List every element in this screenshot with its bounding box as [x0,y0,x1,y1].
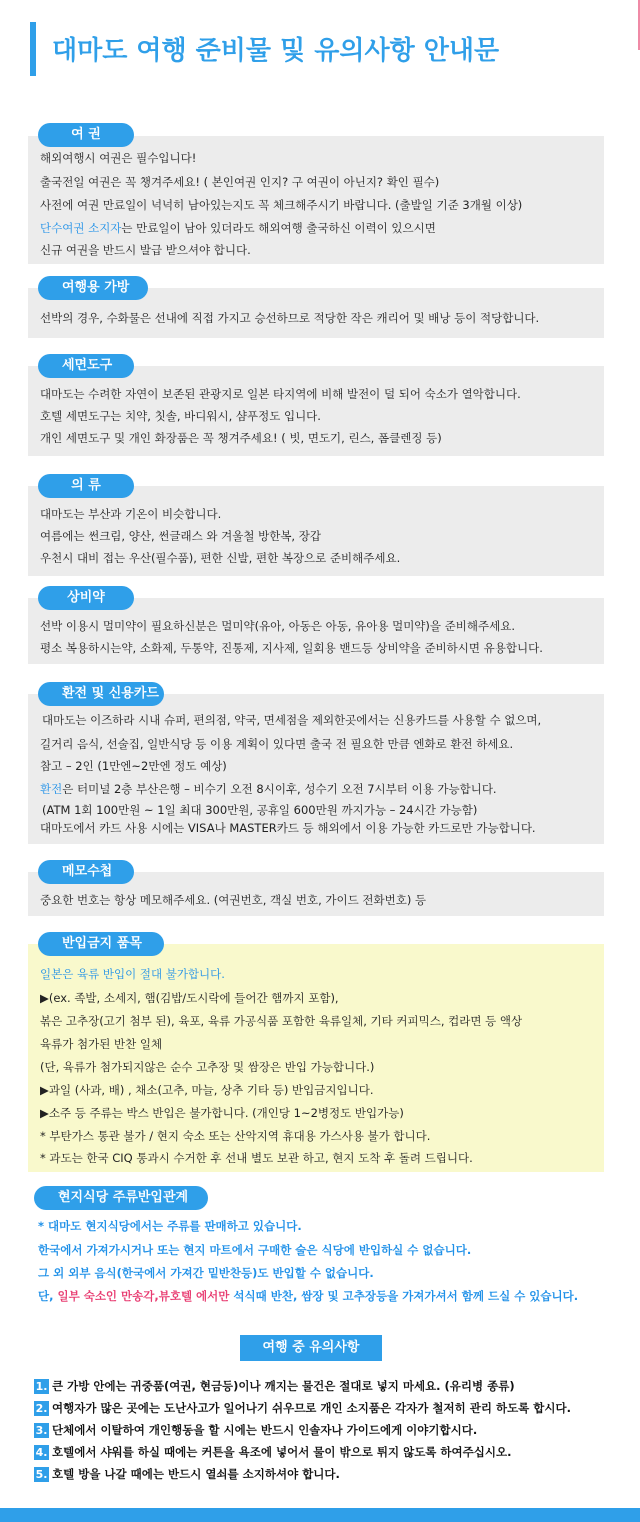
section-label-passport: 여 권 [38,123,134,147]
section-label-alcohol: 현지식당 주류반입관계 [34,1186,208,1210]
section-label-memo: 메모수첩 [38,860,134,884]
exchange-line-5: (ATM 1회 100만원 ~ 1일 최대 300만원, 공휴일 600만원 까지가능 – 24시간 가능함) [42,803,478,817]
caution-item-2 [34,1400,571,1416]
exchange-highlight: 환전 [40,782,63,796]
toiletries-line-2: 호텔 세면도구는 치약, 칫솔, 바디워시, 샴푸정도 입니다. [40,409,321,423]
section-label-medicine: 상비약 [38,586,134,610]
section-toiletries [28,366,604,456]
prohibited-line-3: 육류가 첨가된 반찬 일체 [40,1037,163,1051]
page-title: 대마도 여행 준비물 및 유의사항 안내문 [52,36,500,66]
alcohol-line-1: * 대마도 현지식당에서는 주류를 판매하고 있습니다. [38,1219,302,1233]
exchange-line-4 [40,781,497,797]
passport-line-1: 해외여행시 여권은 필수입니다! [40,151,197,165]
alcohol-line-3: 그 외 외부 음식(한국에서 가져간 밑반찬등)도 반입할 수 없습니다. [38,1266,374,1280]
section-passport [28,136,604,264]
exchange-line-1: 대마도는 이즈하라 시내 슈퍼, 편의점, 약국, 면세점을 제외한곳에서는 신용카드를 사용할 수 없으며, [42,713,542,727]
caution-text-1: 큰 가방 안에는 귀중품(여권, 현금등)이나 깨지는 물건은 절대로 넣지 마세요. (유리병 종류) [52,1379,515,1393]
medicine-line-2: 평소 복용하시는약, 소화제, 두통약, 진통제, 지사제, 일회용 밴드등 상비약을 준비하시면 유용합니다. [40,641,543,655]
caution-text-4: 호텔에서 샤워를 하실 때에는 커튼을 욕조에 넣어서 물이 밖으로 튀지 않도록 하여주십시오. [52,1445,512,1459]
medicine-line-1: 선박 이용시 멀미약이 필요하신분은 멀미약(유아, 아동은 아동, 유아용 멀미약)을 준비해주세요. [40,619,515,633]
prohibited-highlight: 일본은 육류 반입이 절대 불가합니다. [40,967,225,981]
alcohol-line-4-prefix: 단, [38,1289,58,1303]
prohibited-line-8: * 과도는 한국 CIQ 통과시 수거한 후 선내 별도 보관 하고, 현지 도착 후 돌려 드립니다. [40,1151,473,1165]
toiletries-line-1: 대마도는 수려한 자연이 보존된 관광지로 일본 타지역에 비해 발전이 덜 되어 숙소가 열악합니다. [40,387,521,401]
prohibited-line-4: (단, 육류가 첨가되지않은 순수 고추장 및 쌈장은 반입 가능합니다.) [40,1060,375,1074]
section-clothing [28,486,604,576]
section-label-bag: 여행용 가방 [38,276,148,300]
prohibited-line-5: ▶과일 (사과, 배) , 채소(고추, 마늘, 상추 기타 등) 반입금지입니다. [40,1083,374,1097]
caution-number-5: 5. [35,1468,48,1481]
memo-line-1: 중요한 번호는 항상 메모해주세요. (여권번호, 객실 번호, 가이드 전화번호) 등 [40,893,427,907]
prohibited-line-6: ▶소주 등 주류는 박스 반입은 불가합니다. (개인당 1~2병정도 반입가능) [40,1106,404,1120]
passport-line-4-rest: 는 만료일이 남아 있더라도 해외여행 출국하신 이력이 있으시면 [121,221,436,235]
title-accent-bar [30,22,36,76]
alcohol-hotel-highlight: 일부 숙소인 만송각,뷰호텔 에서만 [57,1289,230,1303]
caution-number-2: 2. [35,1402,48,1415]
clothing-line-2: 여름에는 썬크림, 양산, 썬글래스 와 겨울철 방한복, 장갑 [40,529,321,543]
caution-number-4: 4. [35,1446,48,1459]
prohibited-line-1: ▶(ex. 족발, 소세지, 햄(김밥/도시락에 들어간 햄까지 포함), [40,991,339,1005]
alcohol-line-4 [38,1288,578,1304]
caution-text-2: 여행자가 많은 곳에는 도난사고가 일어나기 쉬우므로 개인 소지품은 각자가 철저히 관리 하도록 합시다. [52,1401,571,1415]
passport-line-2: 출국전일 여권은 꼭 챙겨주세요! ( 본인여권 인지? 구 여권이 아닌지? 확인 필수) [40,175,440,189]
caution-number-3: 3. [35,1424,48,1437]
caution-item-1 [34,1378,515,1394]
alcohol-line-2: 한국에서 가져가시거나 또는 현지 마트에서 구매한 술은 식당에 반입하실 수 없습니다. [38,1243,472,1257]
toiletries-line-3: 개인 세면도구 및 개인 화장품은 꼭 챙겨주세요! ( 빗, 면도기, 린스, 폼클렌징 등) [40,431,442,445]
caution-item-5 [34,1466,340,1482]
cautions-heading: 여행 중 유의사항 [240,1335,382,1361]
alcohol-line-4-suffix: 석식때 반찬, 쌈장 및 고추장등을 가져가셔서 함께 드실 수 있습니다. [229,1289,579,1303]
exchange-line-2: 길거리 음식, 선술집, 일반식당 등 이용 계획이 있다면 출국 전 필요한 만큼 엔화로 환전 하세요. [40,737,514,751]
clothing-line-1: 대마도는 부산과 기온이 비슷합니다. [40,507,222,521]
passport-line-4 [40,220,436,236]
exchange-line-6: 대마도에서 카드 사용 시에는 VISA나 MASTER카드 등 해외에서 이용 가능한 카드로만 가능합니다. [40,821,536,835]
section-label-toiletries: 세면도구 [38,354,134,378]
section-label-clothing: 의 류 [38,474,134,498]
exchange-line-3: 참고 – 2인 (1만엔~2만엔 정도 예상) [40,759,227,773]
caution-item-4 [34,1444,511,1460]
prohibited-line-7: * 부탄가스 통관 불가 / 현지 숙소 또는 산악지역 휴대용 가스사용 불가 합니다. [40,1129,431,1143]
section-exchange [28,694,604,844]
clothing-line-3: 우천시 대비 접는 우산(필수품), 편한 신발, 편한 복장으로 준비해주세요. [40,551,401,565]
passport-line-3: 사전에 여권 만료일이 넉넉히 남아있는지도 꼭 체크해주시기 바랍니다. (출발일 기준 3개월 이상) [40,198,523,212]
prohibited-line-2: 볶은 고추장(고기 첨부 된), 육포, 육류 가공식품 포함한 육류일체, 기타 커피믹스, 컵라면 등 액상 [40,1014,523,1028]
caution-number-1: 1. [35,1380,48,1393]
caution-text-5: 호텔 방을 나갈 때에는 반드시 열쇠를 소지하셔야 합니다. [52,1467,340,1481]
caution-text-3: 단체에서 이탈하여 개인행동을 할 시에는 반드시 인솔자나 가이드에게 이야기합시다. [52,1423,478,1437]
section-label-exchange: 환전 및 신용카드 [38,682,164,706]
single-passport-highlight: 단수여권 소지자 [40,221,122,235]
exchange-line-4-rest: 은 터미널 2층 부산은행 – 비수기 오전 8시이후, 성수기 오전 7시부터 이용 가능합니다. [62,782,497,796]
section-label-prohibited: 반입금지 품목 [38,932,164,956]
bag-line-1: 선박의 경우, 수화물은 선내에 직접 가지고 승선하므로 적당한 작은 캐리어 및 배낭 등이 적당합니다. [40,311,540,325]
section-prohibited [28,944,604,1172]
footer-bar [0,1508,640,1522]
caution-item-3 [34,1422,477,1438]
passport-line-5: 신규 여권을 반드시 발급 받으셔야 합니다. [40,243,251,257]
